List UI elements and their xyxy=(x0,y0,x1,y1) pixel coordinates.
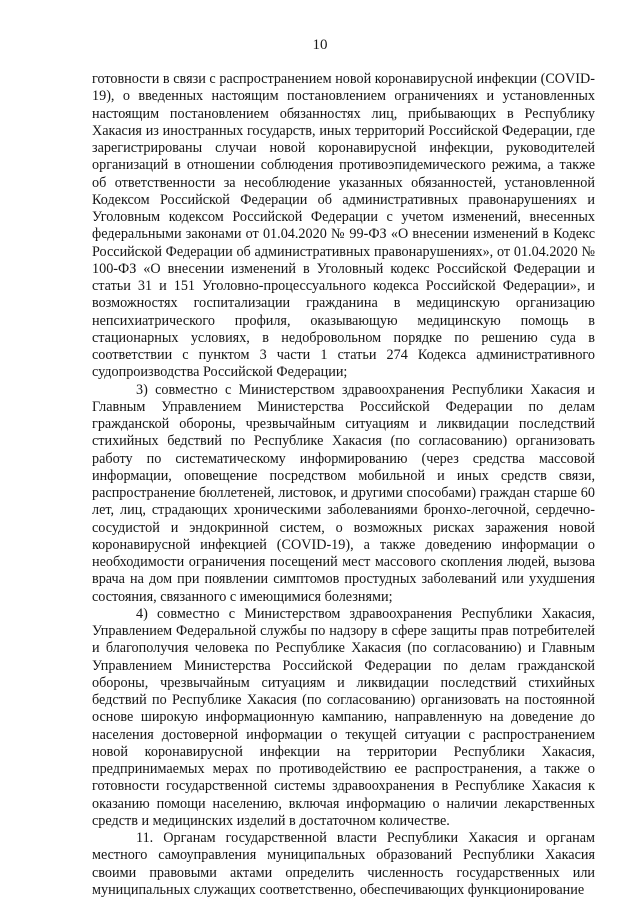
page-number: 10 xyxy=(312,37,328,53)
paragraph-continuation: готовности в связи с распространением новой коронавирусной инфекции (COVID-19), о введенных настоящим постановлением ограничениях и установленных настоящим постановлением обязанностях лиц, прибывающих в Республику Хакасия из иностранных государств, иных территорий Российской Федерации, где зарегистрированы случаи новой коронавирусной инфекции, руководителей организаций в отношении соблюдения противоэпидемического режима, а также об ответственности за несоблюдение указанных обязанностей, установленной Кодексом Российской Федерации об административных правонарушениях и Уголовным кодексом Российской Федерации с учетом изменений, внесенных федеральными законами от 01.04.2020 № 99-ФЗ «О внесении изменений в Кодекс Российской Федерации об административных правонарушениях», от 01.04.2020 № 100-ФЗ «О внесении изменений в Уголовный кодекс Российской Федерации и статьи 31 и 151 Уголовно-процессуального кодекса Российской Федерации», и возможностях госпитализации гражданина в медицинскую организацию непсихиатрического профиля, оказывающую медицинскую помощь в стационарных условиях, в недобровольном порядке по решению суда в соответствии с пунктом 3 части 1 статьи 274 Кодекса административного судопроизводства Российской Федерации; xyxy=(92,71,595,381)
paragraph-section-11: 11. Органам государственной власти Республики Хакасия и органам местного самоуправления муниципальных образований Республики Хакасия своими правовыми актами определить численность государственных или муниципальных служащих соответственно, обеспечивающих функционирование xyxy=(92,830,595,898)
paragraph-item-4: 4) совместно с Министерством здравоохранения Республики Хакасия, Управлением Федеральной службы по надзору в сфере защиты прав потребителей и благополучия человека по Республике Хакасия (по согласованию) и Главным Управлением Министерства Российской Федерации по делам гражданской обороны, чрезвычайным ситуациям и ликвидации последствий стихийных бедствий по Республике Хакасия (по согласованию) организовать на постоянной основе широкую информационную кампанию, направленную на доведение до населения достоверной информации о текущей ситуации с распространением новой коронавирусной инфекции на территории Республики Хакасия, предпринимаемых мерах по противодействию ее распространения, а также о готовности государственной системы здравоохранения в Республике Хакасия к оказанию помощи населению, включая информацию о наличии лекарственных средств и медицинских изделий в достаточном количестве. xyxy=(92,605,595,829)
document-body xyxy=(92,71,595,899)
paragraph-item-3: 3) совместно с Министерством здравоохранения Республики Хакасия и Главным Управлением Министерства Российской Федерации по делам гражданской обороны, чрезвычайным ситуациям и ликвидации последствий стихийных бедствий по Республике Хакасия (по согласованию) организовать работу по систематическому информированию (через средства массовой информации, оповещение посредством мобильной и иных средств связи, распространение бюллетеней, листовок, и другими способами) граждан старше 60 лет, лиц, страдающих хроническими заболеваниями бронхо-легочной, сердечно-сосудистой и эндокринной систем, о возможных рисках заражения новой коронавирусной инфекцией (COVID-19), а также доведению информации о необходимости ограничения посещений мест массового скопления людей, вызова врача на дом при появлении симптомов простудных заболеваний или ухудшения состояния, связанного с имеющимися болезнями; xyxy=(92,381,595,605)
